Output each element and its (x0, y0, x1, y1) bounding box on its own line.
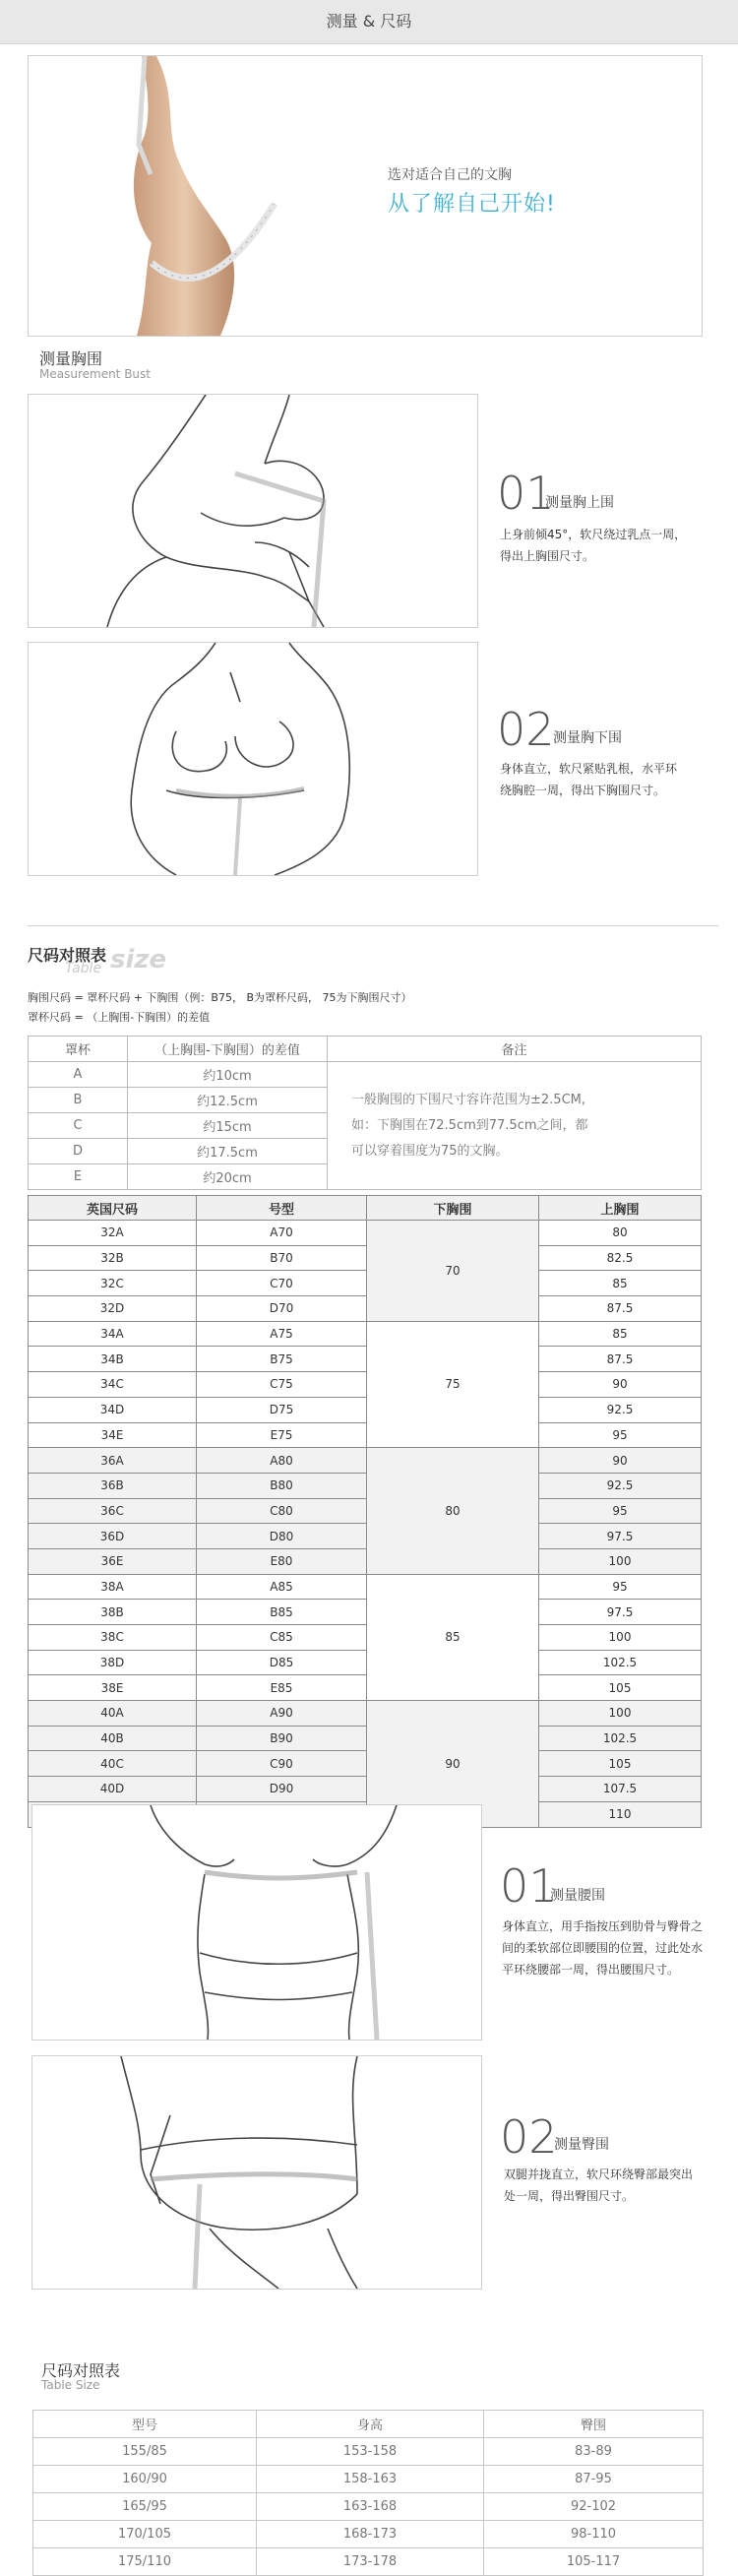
hip-size-table (32, 2410, 704, 2576)
cup-header-remark: 备注 (328, 1037, 702, 1062)
table-row: 36C C80 95 (29, 1498, 702, 1524)
table-row: 155/85 153-158 83-89 (33, 2438, 704, 2466)
table-row: E 约20cm (29, 1164, 702, 1190)
size-header-uk: 英国尺码 (29, 1196, 197, 1221)
hip-header-hip: 臀围 (484, 2411, 704, 2438)
size-table-title-big: size (110, 945, 167, 974)
bust-section-title: 测量胸围 (39, 349, 103, 368)
table-row: 38D D85 102.5 (29, 1650, 702, 1675)
measure-upper-bust-figure (29, 395, 477, 627)
table-row: 36D D80 97.5 (29, 1524, 702, 1549)
bust-step2-title: 测量胸下围 (553, 730, 622, 746)
table-row: 36A A80 80 90 (29, 1448, 702, 1474)
under-bust-85: 85 (367, 1574, 539, 1700)
measure-hip-figure (32, 2056, 481, 2289)
hip-step2-title: 测量臀围 (554, 2137, 609, 2153)
hip-table-title: 尺码对照表 (41, 2361, 121, 2380)
bust-step2-number: 02 (497, 703, 555, 756)
table-row: 38B B85 97.5 (29, 1600, 702, 1625)
table-row: B 约12.5cm (29, 1088, 702, 1113)
measure-under-bust-figure (29, 643, 477, 875)
hero-line2: 从了解自己开始! (388, 192, 556, 217)
section-divider (28, 925, 718, 926)
table-row: 34C C75 90 (29, 1372, 702, 1398)
bust-step2-desc: 身体直立，软尺紧贴乳根，水平环 绕胸腔一周，得出下胸围尺寸。 (500, 762, 678, 797)
bust-step1-title: 测量胸上围 (545, 495, 614, 511)
under-bust-90: 90 (367, 1701, 539, 1827)
table-row: 40D D90 107.5 (29, 1777, 702, 1802)
hip-header-height: 身高 (257, 2411, 484, 2438)
bust-step1-desc: 上身前倾45°，软尺绕过乳点一周， 得出上胸围尺寸。 (500, 528, 687, 563)
size-table-title-word: Table (65, 961, 102, 976)
measure-waist-figure (32, 1805, 481, 2040)
table-row: 40C C90 105 (29, 1751, 702, 1777)
table-row: 34D D75 92.5 (29, 1397, 702, 1422)
cup-header-diff: （上胸围-下胸围）的差值 (128, 1037, 328, 1062)
under-bust-70: 70 (367, 1221, 539, 1322)
top-bar (0, 0, 738, 44)
note-line1: 胸围尺码 = 罩杯尺码 + 下胸围（例：B75， B为罩杯尺码， 75为下胸围尺寸） (28, 991, 412, 1004)
size-table-title: 尺码对照表 (28, 946, 107, 965)
table-row: 32A A70 70 80 (29, 1221, 702, 1246)
table-row: 38E E85 105 (29, 1675, 702, 1701)
hero-line1: 选对适合自己的文胸 (388, 167, 512, 183)
waist-step1-desc: 身体直立，用手指按压到肋骨与臀骨之 间的柔软部位即腰围的位置，过此处水 平环绕腰部一周，得出腰围尺寸。 (502, 1919, 704, 1977)
note-line2: 罩杯尺码 = （上胸围-下胸围）的差值 (28, 1011, 211, 1024)
table-row: 36B B80 92.5 (29, 1473, 702, 1498)
hip-step2-desc: 双腿并拢直立，软尺环绕臀部最突出 处一周，得出臀围尺寸。 (504, 2168, 694, 2203)
table-row: 34A A75 75 85 (29, 1321, 702, 1347)
table-row: 34E E75 95 (29, 1422, 702, 1448)
under-bust-80: 80 (367, 1448, 539, 1574)
table-row: 32C C70 85 (29, 1271, 702, 1296)
table-row: C 约15cm (29, 1113, 702, 1139)
hip-step2-illustration (31, 2055, 482, 2290)
table-row: 38A A85 85 95 (29, 1574, 702, 1600)
bust-step1-illustration (28, 394, 478, 628)
table-row: 175/110 173-178 105-117 (33, 2548, 704, 2576)
page-title: 测量 & 尺码 (326, 12, 412, 31)
bust-section-subtitle: Measurement Bust (39, 367, 151, 381)
table-row: 40B B90 102.5 (29, 1726, 702, 1751)
cup-table (28, 1036, 702, 1190)
size-header-upper: 上胸围 (539, 1196, 702, 1221)
bra-size-table (28, 1195, 702, 1828)
table-row: 32D D70 87.5 (29, 1296, 702, 1322)
hero-banner (28, 55, 703, 337)
table-row: 34B B75 87.5 (29, 1347, 702, 1372)
hip-step2-number: 02 (500, 2110, 558, 2164)
table-row: 38C C85 100 (29, 1625, 702, 1651)
under-bust-75: 75 (367, 1321, 539, 1447)
table-row: 165/95 163-168 92-102 (33, 2493, 704, 2521)
size-header-under: 下胸围 (367, 1196, 539, 1221)
hero-figure-image (29, 56, 702, 336)
table-row: 32B B70 82.5 (29, 1245, 702, 1271)
table-row: 110 (29, 1801, 702, 1827)
table-row: D 约17.5cm (29, 1139, 702, 1164)
waist-step1-number: 01 (500, 1859, 558, 1913)
bust-step2-illustration (28, 642, 478, 876)
size-header-model: 号型 (197, 1196, 367, 1221)
cup-remark: 一般胸围的下围尺寸容许范围为±2.5CM, 如：下胸围在72.5cm到77.5cm之间，都 可以穿着围度为75的文胸。 (328, 1062, 702, 1190)
table-row: 36E E80 100 (29, 1548, 702, 1574)
waist-step1-title: 测量腰围 (550, 1888, 605, 1904)
cup-header-cup: 罩杯 (29, 1037, 128, 1062)
hip-header-model: 型号 (33, 2411, 257, 2438)
hip-table-subtitle: Table Size (41, 2378, 100, 2392)
table-row: 170/105 168-173 98-110 (33, 2521, 704, 2548)
bust-step1-number: 01 (497, 467, 555, 520)
table-row: 160/90 158-163 87-95 (33, 2466, 704, 2493)
waist-step1-illustration (31, 1804, 482, 2041)
table-row: 40A A90 90 100 (29, 1701, 702, 1727)
table-row: A 约10cm 一般胸围的下围尺寸容许范围为±2.5CM, 如：下胸围在72.5cm到77.5cm之间，都 可以穿着围度为75的文胸。 (29, 1062, 702, 1088)
